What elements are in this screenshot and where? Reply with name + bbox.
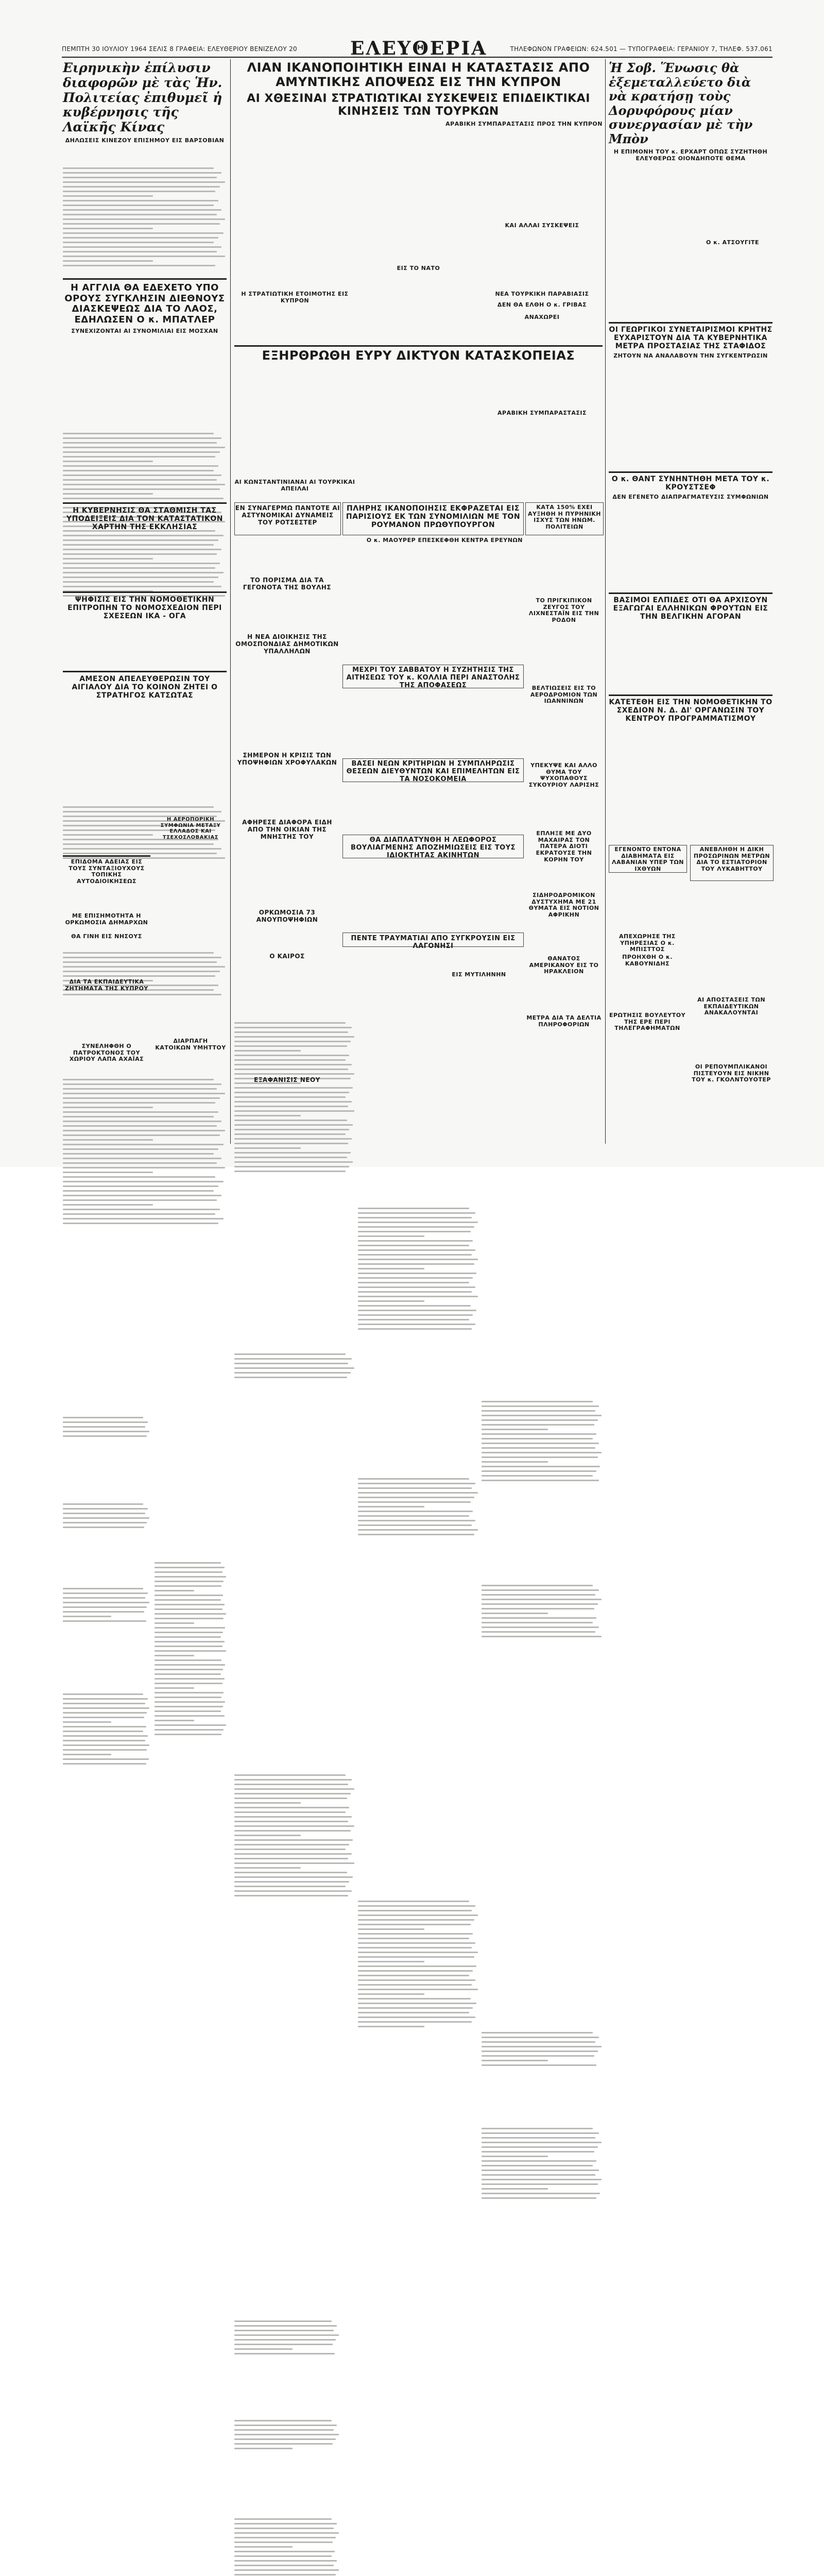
- article-ioannina: [609, 845, 687, 873]
- article-body: [63, 1079, 227, 1231]
- article-body: [234, 2320, 340, 2359]
- headline: ΑΜΕΣΟΝ ΑΠΕΛΕΥΘΕΡΩΣΙΝ ΤΟΥ ΑΙΓΙΑΛΟΥ ΔΙΑ ΤΟ ΚΟΙΝΟΝ ΖΗΤΕΙ Ο ΣΤΡΑΤΗΓΟΣ ΚΑΤΣΩΤΑΣ: [72, 675, 218, 700]
- headline: ΚΑΤΑ 150% ΕΧΕΙ ΑΥΞΗΘΗ Η ΠΥΡΗΝΙΚΗ ΙΣΧΥΣ ΤΩΝ ΗΝΩΜ. ΠΟΛΙΤΕΙΩΝ: [527, 504, 602, 530]
- article-sidirodromikon: [525, 892, 603, 919]
- headline: ΣΥΝΕΛΗΦΘΗ Ο ΠΑΤΡΟΚΤΟΝΟΣ ΤΟΥ ΧΩΡΙΟΥ ΛΑΠΑ ΑΧΑΪΑΣ: [69, 1043, 144, 1063]
- headline: ΚΑΤΕΤΕΘΗ ΕΙΣ ΤΗΝ ΝΟΜΟΘΕΤΙΚΗΝ ΤΟ ΣΧΕΔΙΟΝ Ν. Δ. ΔΙ' ΟΡΓΑΝΩΣΙΝ ΤΟΥ ΚΕΝΤΡΟΥ ΠΡΟΓΡΑΜΜΑΤΙΣΜΟΥ: [609, 698, 772, 723]
- article-programming: [609, 694, 772, 725]
- headline: ΔΙΑ ΤΑ ΕΚΠΑΙΔΕΥΤΙΚΑ ΖΗΤΗΜΑΤΑ ΤΗΣ ΚΥΠΡΟΥ: [65, 978, 148, 992]
- headline: ΚΑΙ ΑΛΛΑΙ ΣΥΣΚΕΨΕΙΣ: [505, 222, 579, 229]
- headline: ΔΙΑΡΠΑΓΗ ΚΑΤΟΙΚΩΝ ΥΜΗΤΤΟΥ: [155, 1038, 226, 1051]
- headline: ΕΞΗΡΘΡΩΘΗ ΕΥΡΥ ΔΙΚΤΥΟΝ ΚΑΤΑΣΚΟΠΕΙΑΣ: [262, 348, 575, 363]
- headline: Η ΝΕΑ ΔΙΟΙΚΗΣΙΣ ΤΗΣ ΟΜΟΣΠΟΝΔΙΑΣ ΔΗΜΟΤΙΚΩΝ ΥΠΑΛΛΗΛΩΝ: [235, 633, 339, 655]
- article-body: [63, 1588, 150, 1629]
- headline: ΔΕΝ ΘΑ ΕΛΘΗ Ο κ. ΓΡΙΒΑΣ: [497, 301, 587, 308]
- column-rule: [605, 59, 606, 1144]
- headline: ΣΗΜΕΡΟΝ Η ΚΡΙΣΙΣ ΤΩΝ ΥΠΟΨΗΦΙΩΝ ΧΡΟΦΥΛΑΚΩΝ: [237, 752, 337, 766]
- headline: Ο κ. ΘΑΝΤ ΣΥΝΗΝΤΗΘΗ ΜΕΤΑ ΤΟΥ κ. ΚΡΟΥΣΤΣΕΦ: [611, 475, 770, 492]
- headline: ΕΝ ΣΥΝΑΓΕΡΜΩ ΠΑΝΤΟΤΕ ΑΙ ΑΣΤΥΝΟΜΙΚΑΙ ΔΥΝΑΜΕΙΣ ΤΟΥ ΡΟΤΣΕΣΤΕΡ: [235, 504, 340, 526]
- article-church: [63, 502, 227, 531]
- article-espionage: [234, 345, 603, 365]
- article-hospitals: [342, 758, 524, 782]
- headline: ΝΕΑ ΤΟΥΡΚΙΚΗ ΠΑΡΑΒΙΑΣΙΣ: [495, 291, 589, 297]
- article-aeroporiki: [154, 817, 227, 845]
- article-body: [358, 1208, 479, 1336]
- headline: ΒΕΛΤΙΩΣΕΙΣ ΕΙΣ ΤΟ ΑΕΡΟΔΡΟΜΙΟΝ ΤΩΝ ΙΩΑΝΝΙΝΩΝ: [530, 685, 598, 705]
- article-erotisis: [609, 1012, 686, 1039]
- headline: ΜΕ ΕΠΙΣΗΜΟΤΗΤΑ Η ΟΡΚΩΜΟΣΙΑ ΔΗΜΑΡΧΩΝ: [65, 912, 148, 926]
- article-apochorisis: [609, 934, 686, 952]
- phone-line: ΤΗΛΕΦΩΝΟΝ ΓΡΑΦΕΙΩΝ: 624.501 — ΤΥΠΟΓΡΑΦΕΙΑ: ΓΕΡΑΝΙΟΥ 7, ΤΗΛΕΦ. 537.061: [510, 45, 772, 53]
- headline: ΕΠΙΔΟΜΑ ΑΔΕΙΑΣ ΕΙΣ ΤΟΥΣ ΣΥΝΤΑΞΙΟΥΧΟΥΣ ΤΟΠΙΚΗΣ ΑΥΤΟΔΙΟΙΚΗΣΕΩΣ: [68, 858, 145, 885]
- headline: Ἡ Σοβ. Ἕνωσις θὰ ἐξεμεταλλεύετο διὰ νὰ κρατήσῃ τοὺς Δορυφόρους μίαν συνεργασίαν μὲ τὴν Μπὸν: [609, 60, 753, 146]
- article-apostaseis: [690, 997, 772, 1024]
- headline: ΠΕΝΤΕ ΤΡΑΥΜΑΤΙΑΙ ΑΠΟ ΣΥΓΚΡΟΥΣΙΝ ΕΙΣ ΛΑΓΟΝΗΣΙ: [351, 935, 516, 950]
- article-body: [154, 1562, 227, 1742]
- subheadline: Ο κ. ΜΑΟΥΡΕΡ ΕΠΕΣΚΕΦΘΗ ΚΕΝΤΡΑ ΕΡΕΥΝΩΝ: [366, 537, 523, 544]
- article-orkomosia: [234, 909, 340, 928]
- subheadline: Η ΕΠΙΜΟΝΗ ΤΟΥ κ. ΕΡΧΑΡΤ ΟΠΩΣ ΣΥΖΗΤΗΘΗ ΕΛΕΥΘΕΡΩΣ ΟΙΟΝΔΗΠΟΤΕ ΘΕΜΑ: [613, 148, 768, 162]
- subheadline: ΔΗΛΩΣΕΙΣ ΚΙΝΕΖΟΥ ΕΠΙΣΗΜΟΥ ΕΙΣ ΒΑΡΣΟΒΙΑΝ: [65, 137, 225, 144]
- headline: ΑΙ ΑΠΟΣΤΑΣΕΙΣ ΤΩΝ ΕΚΠΑΙΔΕΥΤΙΚΩΝ ΑΝΑΚΑΛΟΥΝΤΑΙ: [697, 996, 766, 1016]
- headline: ΒΑΣΙΜΟΙ ΕΛΠΙΔΕΣ ΟΤΙ ΘΑ ΑΡΧΙΣΟΥΝ ΕΞΑΓΩΓΑΙ ΕΛΛΗΝΙΚΩΝ ΦΡΟΥΤΩΝ ΕΙΣ ΤΗΝ ΒΕΛΓΙΚΗΝ ΑΓΟΡΑΝ: [613, 596, 768, 621]
- headline: Η ΑΓΓΛΙΑ ΘΑ ΕΔΕΧΕΤΟ ΥΠΟ ΟΡΟΥΣ ΣΥΓΚΛΗΣΙΝ ΔΙΕΘΝΟΥΣ ΔΙΑΣΚΕΨΕΩΣ ΔΙΑ ΤΟ ΛΑΟΣ, ΕΔΗΛΩΣΕΝ Ο κ. ΜΠΑΤΛΕΡ: [64, 282, 225, 326]
- headline: ΟΙ ΡΕΠΟΥΜΠΛΙΚΑΝΟΙ ΠΙΣΤΕΥΟΥΝ ΕΙΣ ΝΙΚΗΝ ΤΟΥ κ. ΓΚΟΛΝΤΟΥΟΤΕΡ: [692, 1063, 771, 1083]
- headline: ΕΠΛΗΞΕ ΜΕ ΔΥΟ ΜΑΧΑΙΡΑΣ ΤΟΝ ΠΑΤΕΡΑ ΔΙΟΤΙ ΕΚΡΑΤΟΥΣΕ ΤΗΝ ΚΟΡΗΝ ΤΟΥ: [536, 830, 592, 863]
- headline: ΕΡΩΤΗΣΙΣ ΒΟΥΛΕΥΤΟΥ ΤΗΣ ΕΡΕ ΠΕΡΙ ΤΗΛΕΓΡΑΦΗΜΑΤΩΝ: [609, 1012, 686, 1032]
- article-ekpaideftika: [63, 979, 150, 997]
- article-vouliagmeni: [342, 835, 524, 858]
- article-metra: [525, 1015, 603, 1033]
- headline: ΑΝΕΒΛΗΘΗ Η ΔΙΚΗ ΠΡΟΣΩΡΙΝΩΝ ΜΕΤΡΩΝ ΔΙΑ ΤΟ ΕΣΤΙΑΤΟΡΙΟΝ ΤΟΥ ΛΥΚΑΒΗΤΤΟΥ: [693, 846, 770, 872]
- article-lykavittos: [690, 845, 774, 881]
- article-konstantinianes: [234, 479, 355, 498]
- article-body: [234, 2420, 340, 2453]
- subheadline: ΑΡΑΒΙΚΗ ΣΥΜΠΑΡΑΣΤΑΣΙΣ ΠΡΟΣ ΤΗΝ ΚΥΠΡΟΝ: [445, 120, 603, 127]
- article-body: [234, 1774, 355, 1901]
- article-body: [358, 1478, 479, 1543]
- article-body: [63, 1417, 150, 1443]
- newspaper-page: [0, 0, 824, 1167]
- article-nuclear: [525, 502, 604, 535]
- headline: Η ΑΕΡΟΠΟΡΙΚΗ ΣΥΜΦΩΝΙΑ ΜΕΤΑΞΥ ΕΛΛΑΔΟΣ ΚΑΙ ΤΣΕΧΟΣΛΟΒΑΚΙΑΣ: [160, 817, 221, 840]
- article-anaxorei: [482, 314, 603, 324]
- column-rule: [230, 59, 231, 1144]
- headline: ΜΕΧΡΙ ΤΟΥ ΣΑΒΒΑΤΟΥ Η ΣΥΖΗΤΗΣΙΣ ΤΗΣ ΑΙΤΗΣΕΩΣ ΤΟΥ κ. ΚΟΛΛΙΑ ΠΕΡΙ ΑΝΑΣΤΟΛΗΣ ΤΗΣ ΑΠΟΦΑΣΕΩΣ: [346, 666, 520, 689]
- article-alles: [482, 223, 603, 232]
- headline: Ο κ. ΑΤΣΟΥΓΙΤΕ: [706, 239, 759, 246]
- article-stratiotiki: [234, 291, 355, 310]
- headline: ΘΑ ΓΙΝΗ ΕΙΣ ΝΗΣΟΥΣ: [71, 933, 142, 940]
- article-belgium: [609, 592, 772, 623]
- headline: ΑΝΑΧΩΡΕΙ: [524, 314, 560, 320]
- article-porisma: [234, 577, 340, 596]
- article-atsouyte: [693, 240, 772, 249]
- headline: ΟΡΚΩΜΟΣΙΑ 73 ΑΝΟΥΠΟΨΗΦΙΩΝ: [256, 909, 318, 923]
- headline: Ο ΚΑΙΡΟΣ: [269, 953, 305, 960]
- headline: ΑΙ ΚΩΝΣΤΑΝΤΙΝΙΑΝΑΙ ΑΙ ΤΟΥΡΚΙΚΑΙ ΑΠΕΙΛΑΙ: [234, 479, 355, 492]
- headline: ΘΑ ΔΙΑΠΛΑΤΥΝΘΗ Η ΛΕΩΦΟΡΟΣ ΒΟΥΛΙΑΓΜΕΝΗΣ ΑΠΟΖΗΜΙΩΣΕΙΣ ΕΙΣ ΤΟΥΣ ΙΔΙΟΚΤΗΤΑΣ ΑΚΙΝΗΤΩΝ: [350, 836, 516, 859]
- headline: ΤΟ ΠΡΙΓΚΙΠΙΚΟΝ ΖΕΥΓΟΣ ΤΟΥ ΛΙΧΝΕΣΤΑΪΝ ΕΙΣ ΤΗΝ ΡΟΔΟΝ: [528, 597, 599, 623]
- article-nato: [358, 265, 479, 275]
- article-tourkikes: [482, 291, 603, 300]
- headline: ΥΠΕΚΥΨΕ ΚΑΙ ΑΛΛΟ ΘΥΜΑ ΤΟΥ ΨΥΧΟΠΑΘΟΥΣ ΣΥΚΟΥΡΙΟΥ ΛΑΡΙΣΗΣ: [528, 762, 599, 788]
- article-diafora: [234, 819, 340, 846]
- article-exafanisis: [234, 1077, 340, 1086]
- article-rotseter: [234, 502, 341, 535]
- article-nisos: [63, 934, 150, 944]
- article-aigialos: [63, 671, 227, 699]
- article-body: [63, 167, 227, 273]
- headline: ΕΙΣ ΜΥΤΙΛΗΝΗΝ: [452, 971, 506, 978]
- article-body: [482, 1585, 603, 1641]
- article-ika: [63, 591, 227, 620]
- article-kollias: [342, 665, 524, 688]
- headline-primary: ΛΙΑΝ ΙΚΑΝΟΠΟΙΗΤΙΚΗ ΕΙΝΑΙ Η ΚΑΤΑΣΤΑΣΙΣ ΑΠΟ ΑΜΥΝΤΙΚΗΣ ΑΠΟΨΕΩΣ ΕΙΣ ΤΗΝ ΚΥΠΡΟΝ: [247, 60, 590, 89]
- article-paris-sub: [342, 537, 523, 545]
- article-enosis: [609, 61, 772, 169]
- headline: ΑΦΗΡΕΣΕ ΔΙΑΦΟΡΑ ΕΙΔΗ ΑΠΟ ΤΗΝ ΟΙΚΙΑΝ ΤΗΣ ΜΝΗΣΤΗΣ ΤΟΥ: [242, 819, 332, 840]
- subheadline: ΔΕΝ ΕΓΕΝΕΤΟ ΔΙΑΠΡΑΓΜΑΤΕΥΣΙΣ ΣΥΜΦΩΝΙΩΝ: [612, 494, 769, 501]
- article-cyprus-main: [234, 61, 603, 133]
- article-epidoma: [63, 855, 150, 885]
- article-body: [63, 1503, 150, 1534]
- article-arabiki: [482, 410, 603, 419]
- headline: ΑΡΑΒΙΚΗ ΣΥΜΠΑΡΑΣΤΑΣΙΣ: [497, 410, 587, 416]
- headline: ΟΙ ΓΕΩΡΓΙΚΟΙ ΣΥΝΕΤΑΙΡΙΣΜΟΙ ΚΡΗΤΗΣ ΕΥΧΑΡΙΣΤΟΥΝ ΔΙΑ ΤΑ ΚΥΒΕΡΝΗΤΙΚΑ ΜΕΤΡΑ ΠΡΟΣΤΑΣΙΑΣ ΤΗΣ ΣΤΑΦΙΔΟΣ: [609, 326, 772, 351]
- date-line: ΠΕΜΠΤΗ 30 ΙΟΥΛΙΟΥ 1964 ΣΕΛΙΣ 8 ΓΡΑΦΕΙΑ: ΕΛΕΥΘΕΡΙΟΥ ΒΕΝΙΖΕΛΟΥ 20: [62, 45, 297, 53]
- article-body: [234, 1022, 355, 1177]
- article-body: [358, 1901, 479, 2032]
- article-body: [63, 1693, 150, 1771]
- article-thanatos: [525, 956, 603, 974]
- article-chrofylakes: [234, 752, 340, 779]
- headline: ΜΕΤΡΑ ΔΙΑ ΤΑ ΔΕΛΤΙΑ ΠΛΗΡΟΦΟΡΙΩΝ: [526, 1014, 602, 1028]
- article-prigkipikon: [525, 598, 603, 624]
- article-body: [482, 1401, 603, 1486]
- article-china: [63, 61, 227, 169]
- headline: ΕΞΑΦΑΝΙΣΙΣ ΝΕΟΥ: [254, 1076, 320, 1083]
- article-body: [482, 2128, 603, 2205]
- headline: ΘΑΝΑΤΟΣ ΑΜΕΡΙΚΑΝΟΥ ΕΙΣ ΤΟ ΗΡΑΚΛΕΙΟΝ: [529, 955, 599, 975]
- headline: Η ΣΤΡΑΤΙΩΤΙΚΗ ΕΤΟΙΜΟΤΗΣ ΕΙΣ ΚΥΠΡΟΝ: [241, 291, 349, 304]
- article-mytilini: [435, 972, 523, 981]
- headline: ΣΙΔΗΡΟΔΡΟΜΙΚΟΝ ΔΥΣΤΥΧΗΜΑ ΜΕ 21 ΘΥΜΑΤΑ ΕΙΣ ΝΟΤΙΟΝ ΑΦΡΙΚΗΝ: [528, 892, 599, 918]
- article-patrokonos: [63, 1043, 150, 1062]
- subheadline: ΣΥΝΕΧΙΖΟΝΤΑΙ ΑΙ ΣΥΝΟΜΙΛΙΑΙ ΕΙΣ ΜΟΣΧΑΝ: [71, 327, 218, 334]
- article-lagonisi: [342, 933, 524, 950]
- article-khrushchev: [609, 471, 772, 500]
- article-machairas: [525, 830, 603, 863]
- headline: ΑΠΕΧΩΡΗΣΕ ΤΗΣ ΥΠΗΡΕΣΙΑΣ Ο κ. ΜΠΙΣΤΤΟΣ: [619, 933, 676, 953]
- article-crete: [609, 322, 772, 360]
- article-republicans: [690, 1064, 772, 1091]
- article-body: [482, 2032, 603, 2073]
- masthead: [62, 38, 772, 59]
- article-sykourio: [525, 762, 603, 789]
- headline: ΠΡΟΗΧΘΗ Ο κ. ΚΑΒΟΥΝΙΔΗΣ: [622, 954, 673, 967]
- headline: ΨΗΦΙΣΙΣ ΕΙΣ ΤΗΝ ΝΟΜΟΘΕΤΙΚΗΝ ΕΠΙΤΡΟΠΗΝ ΤΟ ΝΟΜΟΣΧΕΔΙΟΝ ΠΕΡΙ ΣΧΕΣΕΩΝ ΙΚΑ - ΟΓΑ: [67, 596, 222, 621]
- article-paris: [342, 502, 524, 535]
- article-orkomosia-dimarchon: [63, 913, 150, 931]
- article-gribas: [482, 302, 603, 311]
- headline: Ειρηνικὴν ἐπίλυσιν διαφορῶν μὲ τὰς Ἡν. Πολιτείας ἐπιθυμεῖ ἡ κυβέρνησις τῆς Λαϊκῆς Κίνας: [63, 60, 222, 134]
- article-body: [234, 2518, 340, 2576]
- article-dimotikoi: [234, 634, 340, 660]
- article-body: [234, 1353, 355, 1384]
- headline: ΒΑΣΕΙ ΝΕΩΝ ΚΡΙΤΗΡΙΩΝ Η ΣΥΜΠΛΗΡΩΣΙΣ ΘΕΣΕΩΝ ΔΙΕΥΘΥΝΤΩΝ ΚΑΙ ΕΠΙΜΕΛΗΤΩΝ ΕΙΣ ΤΑ ΝΟΣΟΚΟΜΕΙΑ: [346, 760, 520, 783]
- article-diarpagi: [154, 1038, 227, 1057]
- article-butler: [63, 278, 227, 334]
- headline: Η ΚΥΒΕΡΝΗΣΙΣ ΘΑ ΣΤΑΘΜΙΣΗ ΤΑΣ ΥΠΟΔΕΙΞΕΙΣ ΔΙΑ ΤΟΝ ΚΑΤΑΣΤΑΤΙΚΟΝ ΧΑΡΤΗΝ ΤΗΣ ΕΚΚΛΗΣΙΑΣ: [66, 506, 223, 532]
- headline: ΤΟ ΠΟΡΙΣΜΑ ΔΙΑ ΤΑ ΓΕΓΟΝΟΤΑ ΤΗΣ ΒΟΥΛΗΣ: [243, 577, 332, 591]
- newspaper-title: ΕΛΕΥΘΕΡΙΑ: [350, 38, 488, 59]
- headline: ΠΛΗΡΗΣ ΙΚΑΝΟΠΟΙΗΣΙΣ ΕΚΦΡΑΖΕΤΑΙ ΕΙΣ ΠΑΡΙΣΙΟΥΣ ΕΚ ΤΩΝ ΣΥΝΟΜΙΛΙΩΝ ΜΕ ΤΟΝ ΡΟΥΜΑΝΟΝ ΠΡΩΘΥΠΟΥΡΓΟΝ: [346, 504, 521, 530]
- headline: ΕΙΣ ΤΟ ΝΑΤΟ: [397, 265, 440, 272]
- article-kavounidis: [609, 954, 686, 967]
- subheadline: ΖΗΤΟΥΝ ΝΑ ΑΝΑΛΑΒΟΥΝ ΤΗΝ ΣΥΓΚΕΝΤΡΩΣΙΝ: [613, 352, 768, 360]
- headline-secondary: ΑΙ ΧΘΕΣΙΝΑΙ ΣΤΡΑΤΙΩΤΙΚΑΙ ΣΥΣΚΕΨΕΙΣ ΕΠΙΔΕΙΚΤΙΚΑΙ ΚΙΝΗΣΕΙΣ ΤΩΝ ΤΟΥΡΚΩΝ: [247, 92, 590, 118]
- article-kairos: [234, 953, 340, 962]
- article-aerodromion: [525, 685, 603, 712]
- headline: ΕΓΕΝΟΝΤΟ ΕΝΤΟΝΑ ΔΙΑΒΗΜΑΤΑ ΕΙΣ ΛΑΒΑΝΙΑΝ ΥΠΕΡ ΤΩΝ ΙΧΘΥΩΝ: [612, 846, 684, 872]
